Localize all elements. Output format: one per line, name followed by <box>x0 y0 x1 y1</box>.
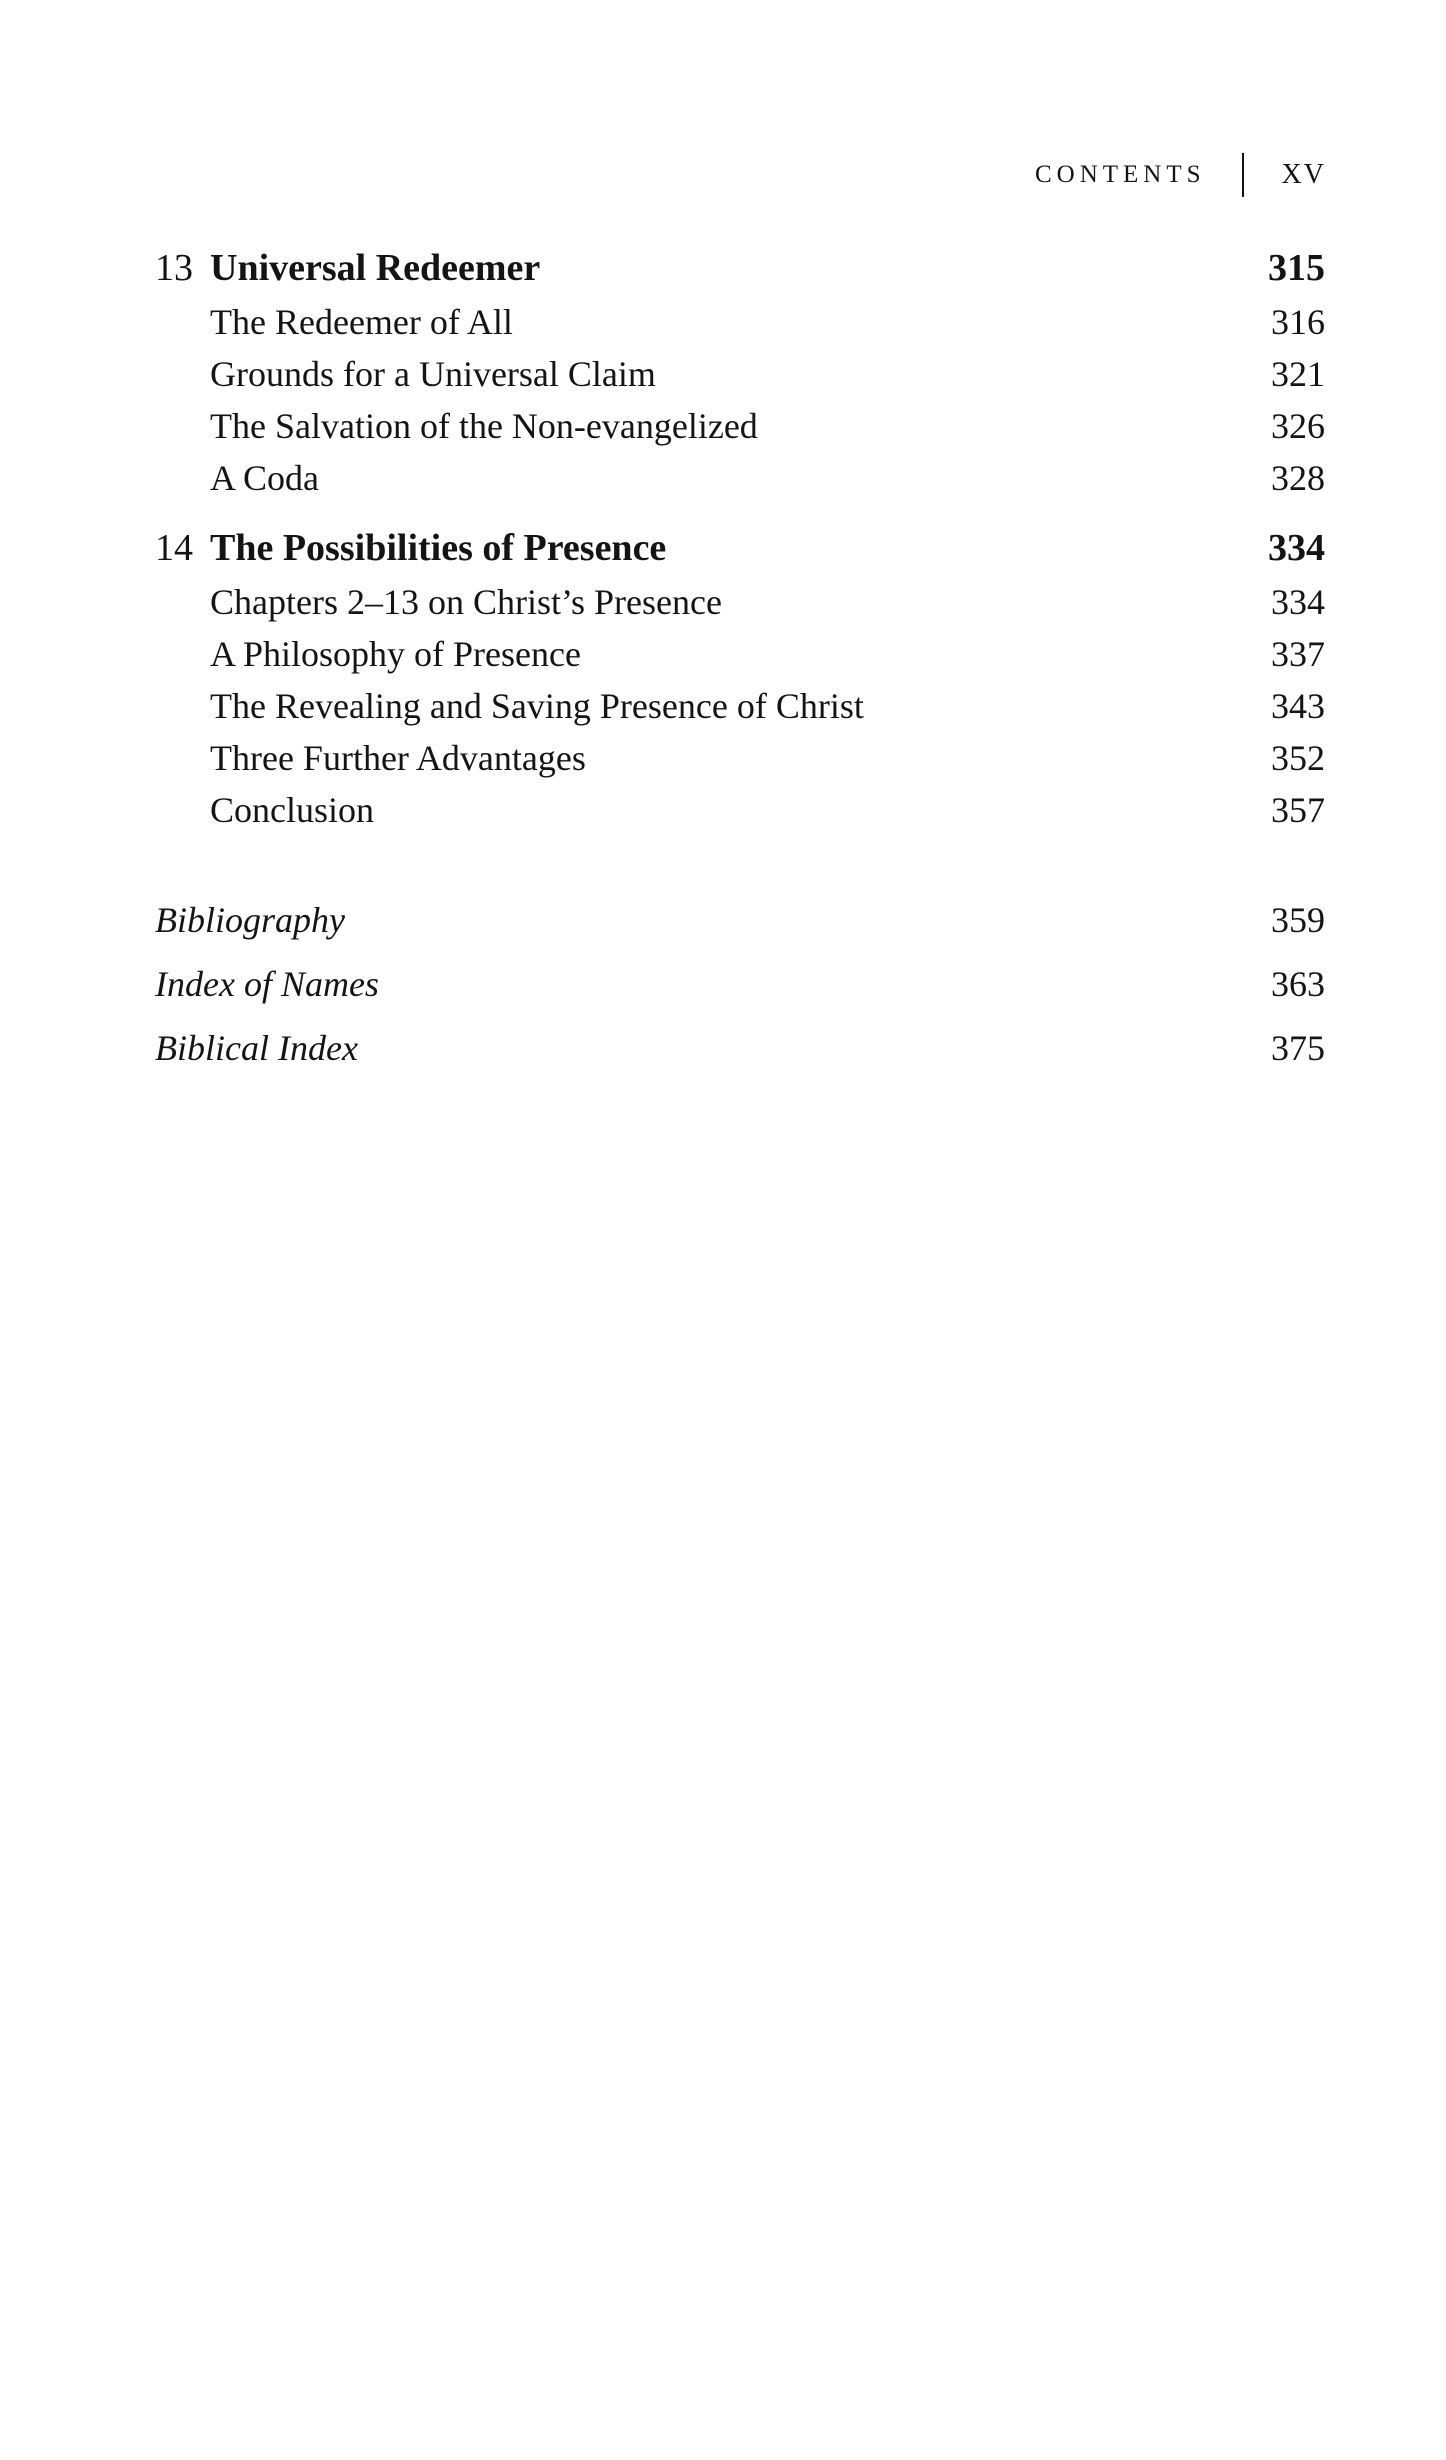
section-page: 352 <box>1271 738 1325 778</box>
back-matter-title: Index of Names <box>155 964 379 1004</box>
section-page: 343 <box>1271 686 1325 726</box>
section-page: 321 <box>1271 354 1325 394</box>
running-head <box>1035 150 1326 200</box>
toc-section-row <box>155 680 1325 732</box>
section-page: 334 <box>1271 582 1325 622</box>
section-title: Chapters 2–13 on Christ’s Presence <box>210 582 722 622</box>
chapter-heading <box>155 240 1325 296</box>
toc-section-row <box>155 400 1325 452</box>
section-title: Conclusion <box>210 790 375 830</box>
chapter-title: Universal Redeemer <box>210 247 541 289</box>
toc-section-row <box>155 296 1325 348</box>
running-head-section: CONTENTS <box>1034 161 1206 188</box>
back-matter-row <box>155 952 1325 1016</box>
chapter-number: 13 <box>155 247 193 289</box>
section-page: 357 <box>1271 790 1325 830</box>
back-matter-page: 375 <box>1271 1028 1325 1068</box>
back-matter-row <box>155 1016 1325 1080</box>
page-folio: XV <box>1281 159 1326 190</box>
toc-section-row <box>155 348 1325 400</box>
chapter-title: The Possibilities of Presence <box>210 527 667 569</box>
chapter-14 <box>155 520 1325 836</box>
back-matter-row <box>155 888 1325 952</box>
section-page: 328 <box>1271 458 1325 498</box>
section-title: Three Further Advantages <box>210 738 586 778</box>
chapter-title-line <box>155 520 666 576</box>
chapter-heading <box>155 520 1325 576</box>
running-head-divider <box>1242 153 1244 197</box>
section-title: Grounds for a Universal Claim <box>210 354 656 394</box>
section-page: 316 <box>1271 302 1325 342</box>
back-matter <box>155 888 1325 1080</box>
section-title: The Redeemer of All <box>210 302 513 342</box>
section-page: 326 <box>1271 406 1325 446</box>
section-title: The Revealing and Saving Presence of Christ <box>210 686 864 726</box>
chapter-13 <box>155 240 1325 504</box>
back-matter-page: 359 <box>1271 900 1325 940</box>
section-title: A Coda <box>210 458 320 498</box>
toc-section-row <box>155 732 1325 784</box>
back-matter-title: Bibliography <box>155 900 345 940</box>
table-of-contents <box>155 240 1325 1080</box>
chapter-number: 14 <box>155 527 193 569</box>
toc-section-row <box>155 628 1325 680</box>
back-matter-title: Biblical Index <box>155 1028 358 1068</box>
back-matter-page: 363 <box>1271 964 1325 1004</box>
toc-section-row <box>155 452 1325 504</box>
toc-section-row <box>155 576 1325 628</box>
section-title: The Salvation of the Non-evangelized <box>210 406 758 446</box>
section-title: A Philosophy of Presence <box>210 634 581 674</box>
chapter-page: 315 <box>1268 247 1325 289</box>
chapter-title-line <box>155 240 540 296</box>
section-page: 337 <box>1271 634 1325 674</box>
toc-section-row <box>155 784 1325 836</box>
chapter-page: 334 <box>1268 527 1325 569</box>
